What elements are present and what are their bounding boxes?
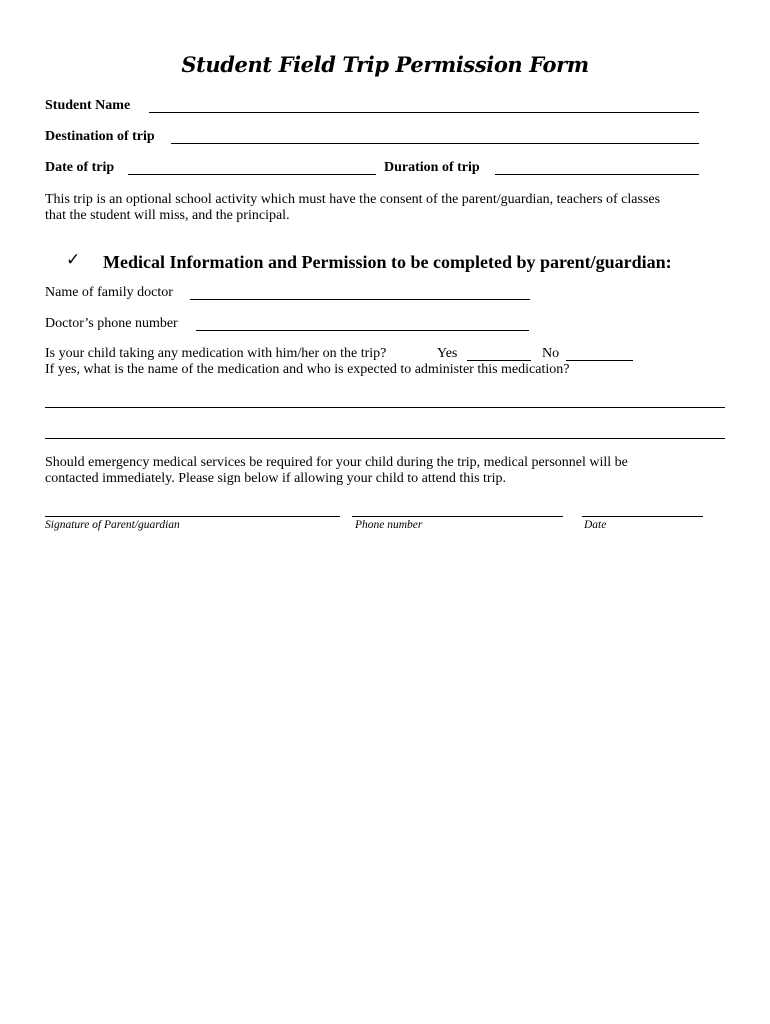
intro-text-line-2: that the student will miss, and the principal. [45,208,290,223]
date-label: Date [584,519,607,531]
medication-yes-label: Yes [437,346,458,361]
doctor-phone-field[interactable] [196,330,529,331]
medication-question: Is your child taking any medication with him/her on the trip? [45,346,387,361]
duration-label: Duration of trip [384,160,480,175]
form-title: Student Field Trip Permission Form [181,52,589,77]
family-doctor-label: Name of family doctor [45,285,173,300]
date-of-trip-label: Date of trip [45,160,115,175]
student-name-field[interactable] [149,112,699,113]
parent-signature-label: Signature of Parent/guardian [45,519,180,531]
duration-field[interactable] [495,174,699,175]
medication-no-field[interactable] [566,360,633,361]
date-field[interactable] [582,516,703,517]
parent-signature-field[interactable] [45,516,340,517]
family-doctor-field[interactable] [190,299,530,300]
medical-heading: Medical Information and Permission to be completed by parent/guardian: [103,252,672,272]
emergency-text-line-1: Should emergency medical services be required for your child during the trip, medical personnel will be [45,455,628,470]
medication-yes-field[interactable] [467,360,531,361]
student-name-label: Student Name [45,98,131,113]
destination-field[interactable] [171,143,699,144]
medication-followup: If yes, what is the name of the medication and who is expected to administer this medication? [45,362,570,377]
medication-answer-line-2[interactable] [45,438,725,439]
doctor-phone-label: Doctor’s phone number [45,316,178,331]
checkmark-icon: ✓ [66,250,81,270]
destination-label: Destination of trip [45,129,155,144]
medication-answer-line-1[interactable] [45,407,725,408]
phone-number-label: Phone number [355,519,423,531]
phone-number-field[interactable] [352,516,563,517]
date-of-trip-field[interactable] [128,174,376,175]
emergency-text-line-2: contacted immediately. Please sign below if allowing your child to attend this trip. [45,471,506,486]
medication-no-label: No [542,346,560,361]
intro-text-line-1: This trip is an optional school activity which must have the consent of the parent/guardian, teachers of classes [45,192,661,207]
